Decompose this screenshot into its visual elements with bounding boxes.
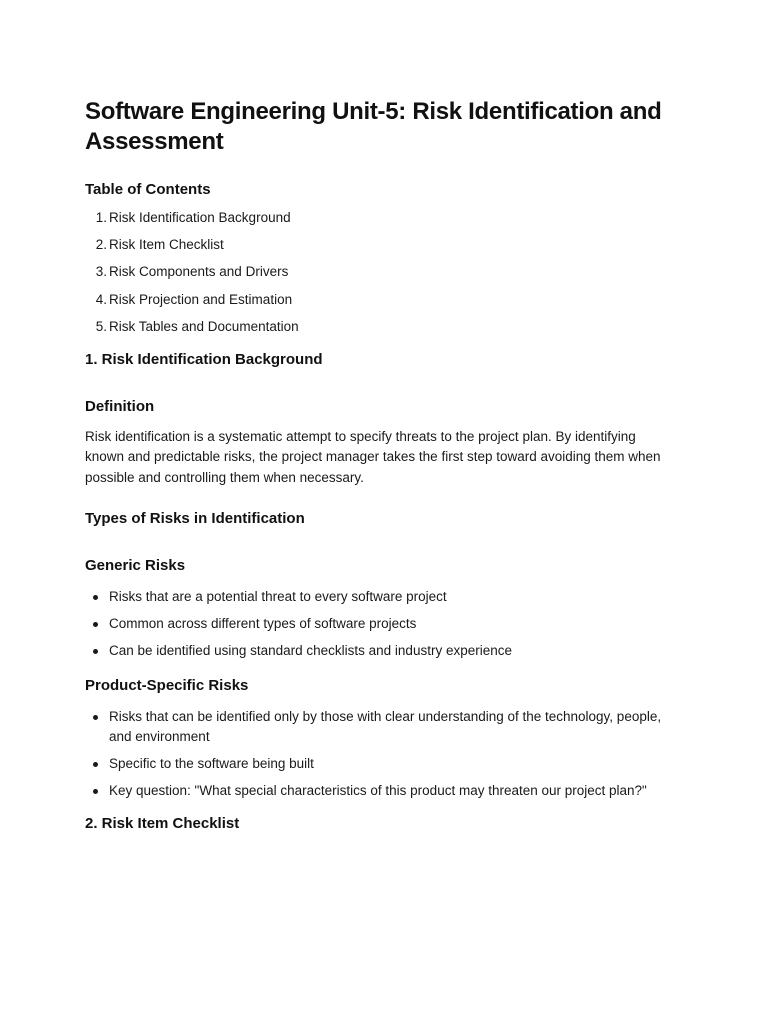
product-specific-risks-list bbox=[85, 707, 708, 802]
list-item: Common across different types of software projects bbox=[109, 614, 669, 635]
toc-item bbox=[95, 209, 708, 226]
toc-item-label: Risk Components and Drivers bbox=[109, 264, 289, 280]
list-item: Specific to the software being built bbox=[109, 754, 669, 775]
toc-heading: Table of Contents bbox=[85, 181, 211, 198]
toc-item-number: 1. bbox=[95, 210, 107, 225]
toc-item-number: 2. bbox=[95, 237, 107, 253]
subheading-generic-risks: Generic Risks bbox=[85, 557, 186, 575]
list-item: Risks that are a potential threat to every software project bbox=[109, 587, 669, 608]
subheading-types-of-risks: Types of Risks in Identification bbox=[85, 510, 305, 528]
definition-paragraph: Risk identification is a systematic attempt to specify threats to the project plan. By identifying known and predictable risks, the project manager takes the first step toward avoiding them when possible and controlling them when necessary. bbox=[85, 428, 661, 485]
toc-item bbox=[95, 236, 708, 253]
generic-risks-list bbox=[85, 587, 708, 662]
table-of-contents bbox=[85, 209, 708, 335]
toc-item bbox=[95, 318, 708, 335]
subheading-product-specific-risks: Product-Specific Risks bbox=[85, 676, 249, 694]
list-item: Can be identified using standard checklists and industry experience bbox=[109, 641, 669, 662]
list-item: Key question: "What special characteristics of this product may threaten our project plan?" bbox=[109, 781, 669, 802]
toc-item-label: Risk Item Checklist bbox=[109, 237, 224, 253]
page-title: Software Engineering Unit-5: Risk Identification and Assessment bbox=[85, 98, 662, 155]
subheading-definition: Definition bbox=[85, 397, 155, 415]
toc-item-number: 5. bbox=[95, 318, 107, 334]
toc-item bbox=[95, 291, 708, 308]
list-item: Risks that can be identified only by those with clear understanding of the technology, people, and environment bbox=[109, 707, 669, 748]
toc-item-number: 4. bbox=[95, 291, 107, 307]
toc-item bbox=[95, 263, 708, 280]
section-heading-risk-identification-background: 1. Risk Identification Background bbox=[85, 350, 323, 368]
toc-item-label: Risk Projection and Estimation bbox=[109, 291, 293, 307]
section-heading-risk-item-checklist: 2. Risk Item Checklist bbox=[85, 814, 240, 832]
toc-item-label: Risk Identification Background bbox=[109, 210, 291, 225]
toc-item-label: Risk Tables and Documentation bbox=[109, 318, 299, 334]
toc-item-number: 3. bbox=[95, 264, 107, 280]
